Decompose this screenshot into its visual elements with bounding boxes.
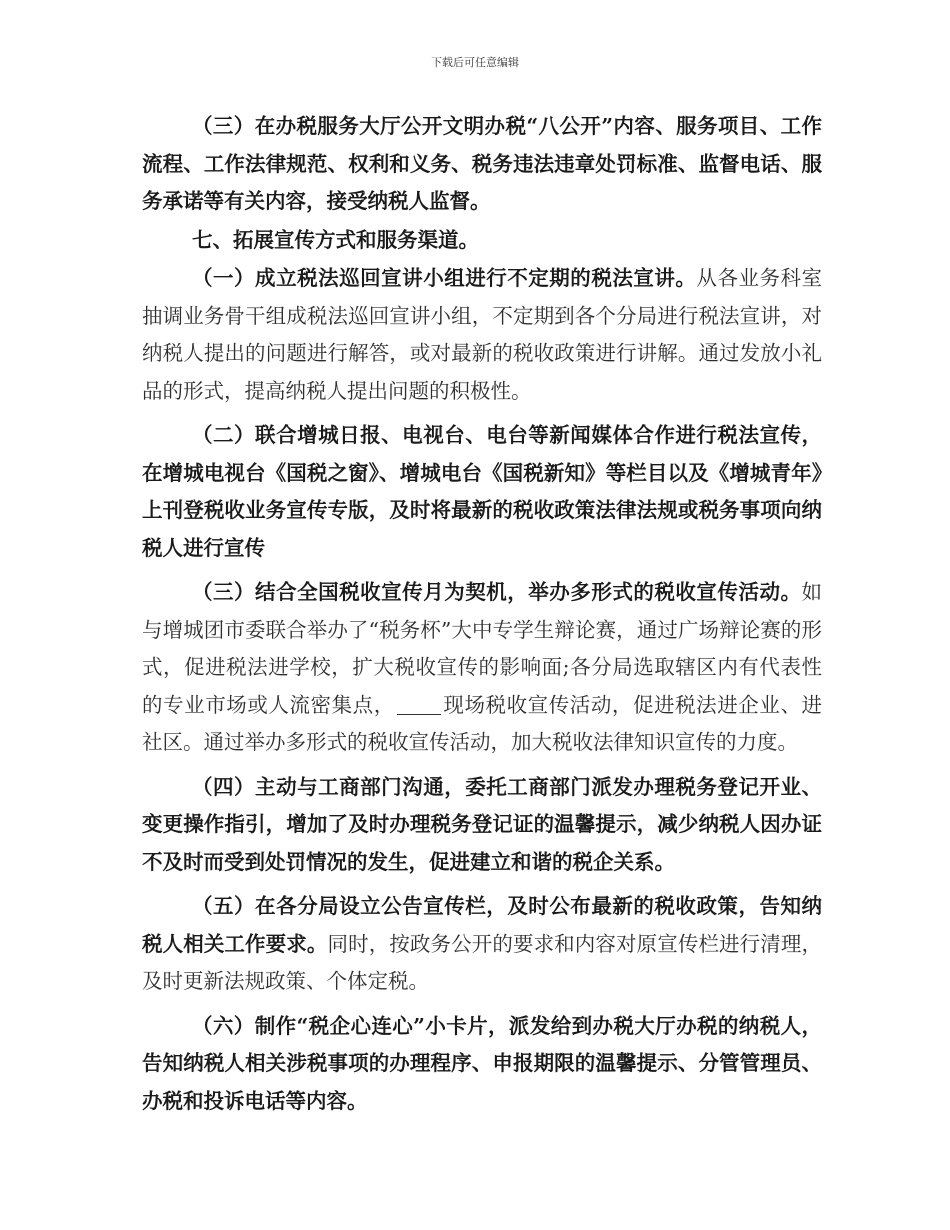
- paragraph-body: 同时，按政务公开的要求和内容对原宣传栏进行清理，及时更新法规政策、个体定税。: [142, 931, 822, 993]
- paragraph-body: 从各业务科室抽调业务骨干组成税法巡回宣讲小组，不定期到各个分局进行税法宣讲，对纳税人提出的问题进行解答，或对最新的税收政策进行讲解。通过发放小礼品的形式，提高纳税人提出问题的积极性。: [142, 266, 823, 403]
- paragraph-lead: （一）成立税法巡回宣讲小组进行不定期的税法宣讲。: [192, 266, 697, 290]
- paragraph-cards: （六）制作“税企心连心”小卡片，派发给到办税大厅办税的纳税人，告知纳税人相关涉税事项的办理程序、申报期限的温馨提示、分管管理员、办税和投诉电话等内容。: [142, 1013, 822, 1113]
- document-body: [142, 108, 822, 1121]
- paragraph-lead: （三）结合全国税收宣传月为契机，举办多形式的税收宣传活动。: [192, 580, 802, 604]
- paragraph-body-cont: 现场税收宣传活动，促进税法进企业、进社区。通过举办多形式的税收宣传活动，加大税收法律知识宣传的力度。: [142, 692, 823, 754]
- fill-in-blank: [397, 694, 441, 715]
- section-heading-seven: 七、拓展宣传方式和服务渠道。: [192, 227, 479, 252]
- paragraph-business-dept: （四）主动与工商部门沟通，委托工商部门派发办理税务登记开业、变更操作指引，增加了及时办理税务登记证的温馨提示，减少纳税人因办证不及时而受到处罚情况的发生，促进建立和谐的税企关系。: [142, 774, 822, 874]
- paragraph-media-cooperation: （二）联合增城日报、电视台、电台等新闻媒体合作进行税法宣传，在增城电视台《国税之窗》、增城电台《国税新知》等栏目以及《增城青年》上刊登税收业务宣传专版，及时将最新的税收政策法律法规或税务事项向纳税人进行宣传: [142, 423, 822, 560]
- paragraph-tax-law-lecture: [142, 260, 822, 410]
- paragraph-bulletin-board: [142, 888, 822, 1001]
- paragraph-lead: （五）在各分局设立公告宣传栏，及时公布最新的税收政策，告知纳税人相关工作要求。: [142, 894, 822, 956]
- paragraph-body: 如与增城团市委联合举办了“税务杯”大中专学生辩论赛，通过广场辩论赛的形式，促进税法进学校，扩大税收宣传的影响面;各分局选取辖区内有代表性的专业市场或人流密集点，: [142, 580, 822, 717]
- page-header: 下载后可任意编辑: [431, 56, 519, 69]
- paragraph-public-disclosure: （三）在办税服务大厅公开文明办税“八公开”内容、服务项目、工作流程、工作法律规范、权利和义务、税务违法违章处罚标准、监督电话、服务承诺等有关内容，接受纳税人监督。: [142, 114, 822, 213]
- paragraph-tax-month: [142, 574, 822, 762]
